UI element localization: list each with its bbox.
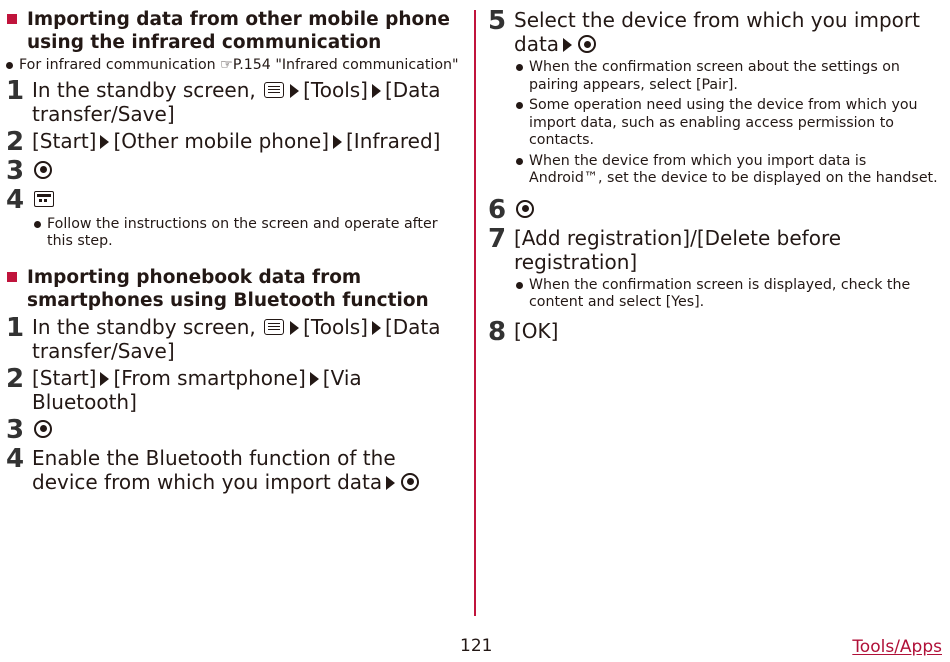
arrow-icon: [290, 84, 299, 98]
step-5-note-2: Some operation need using the device from which you import data, such as enabling access permission to contacts.: [516, 97, 940, 150]
step-6: 6: [488, 197, 940, 223]
step-5-note-1: When the confirmation screen about the settings on pairing appears, select [Pair].: [516, 59, 940, 94]
bullet-icon: [516, 282, 523, 289]
arrow-icon: [372, 321, 381, 335]
step-5: 5 Select the device from which you import data: [488, 6, 920, 56]
step-2-infrared: 2 [Start] [Other mobile phone] [Infrared]: [6, 126, 441, 157]
center-key-icon: [516, 200, 534, 218]
step-4-infrared: 4: [6, 187, 464, 213]
heading-square-icon: [7, 14, 17, 24]
arrow-icon: [372, 84, 381, 98]
step-7-note: When the confirmation screen is displayed, check the content and select [Yes].: [516, 277, 940, 312]
column-divider: [474, 10, 476, 616]
arrow-icon: [333, 135, 342, 149]
center-key-icon: [401, 473, 419, 491]
bullet-icon: [516, 64, 523, 71]
arrow-icon: [310, 372, 319, 386]
step-7: 7 [Add registration]/[Delete before registration]: [488, 223, 842, 274]
step-4-infrared-note: Follow the instructions on the screen and operate after this step.: [34, 216, 464, 251]
step-8: 8 [OK]: [488, 316, 559, 347]
section-link[interactable]: Tools/Apps: [852, 637, 942, 657]
step-4-bluetooth: 4 Enable the Bluetooth function of the device from which you import data: [6, 446, 464, 494]
bullet-icon: [516, 102, 523, 109]
bullet-icon: [6, 62, 13, 69]
arrow-icon: [290, 321, 299, 335]
center-key-icon: [34, 420, 52, 438]
arrow-icon: [100, 135, 109, 149]
center-key-icon: [578, 35, 596, 53]
left-column: [6, 8, 464, 497]
arrow-icon: [100, 372, 109, 386]
section-heading-bluetooth: Importing phonebook data from smartphones using Bluetooth function: [6, 266, 464, 312]
step-1-infrared: 1 In the standby screen, [Tools] [Data transfer/Save]: [6, 75, 441, 126]
step-3-infrared: 3: [6, 158, 464, 184]
reference-link[interactable]: P.154 "Infrared communication": [232, 57, 459, 73]
reference-hand-icon: ☞: [220, 57, 233, 73]
right-column: [488, 8, 940, 348]
step-2-bluetooth: 2 [Start] [From smartphone] [Via Bluetooth]: [6, 363, 362, 414]
bullet-icon: [516, 158, 523, 165]
menu-key-icon: [264, 319, 284, 335]
arrow-icon: [563, 38, 572, 52]
arrow-icon: [386, 476, 395, 490]
section-heading-infrared: Importing data from other mobile phone using the infrared communication: [6, 8, 464, 54]
page-number: 121: [460, 636, 493, 656]
step-3-bluetooth: 3: [6, 417, 464, 443]
heading-square-icon: [7, 272, 17, 282]
center-key-icon: [34, 161, 52, 179]
step-5-note-3: When the device from which you import data is Android™, set the device to be displayed on the handset.: [516, 153, 940, 188]
bullet-icon: [34, 221, 41, 228]
menu-key-icon: [264, 82, 284, 98]
step-1-bluetooth: 1 In the standby screen, [Tools] [Data transfer/Save]: [6, 312, 441, 363]
note-infrared: For infrared communication ☞P.154 "Infrared communication": [6, 57, 464, 75]
screen-key-icon: [34, 191, 54, 207]
